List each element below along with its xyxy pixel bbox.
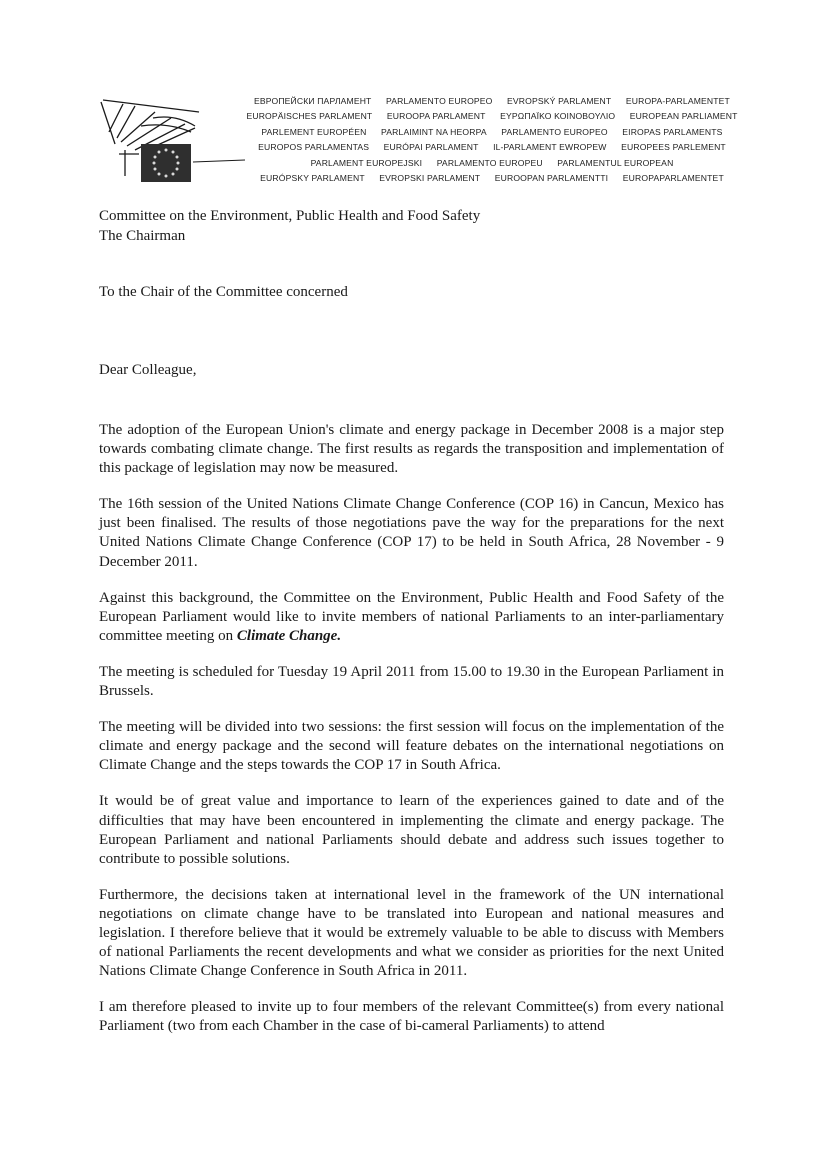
lang-line-5 (232, 156, 752, 171)
recipient-line: To the Chair of the Committee concerned (99, 284, 348, 300)
lang-line-3 (232, 125, 752, 140)
lang-name: ЕВРОПЕЙСКИ ПАРЛАМЕНТ (254, 96, 372, 106)
body-paragraph: The adoption of the European Union's climate and energy package in December 2008 is a major step towards combating climate change. The first results as regards the transposition and implementation of this package of legislation may now be measured. (99, 422, 724, 477)
lang-name: PARLAMENTO EUROPEU (436, 157, 543, 168)
invitation-paragraph (99, 589, 724, 646)
lang-name: EUROPOS PARLAMENTAS (258, 142, 370, 153)
lang-line-6 (232, 171, 752, 186)
lang-name: EUROPÄISCHES PARLAMENT (246, 111, 373, 122)
lang-line-4 (232, 140, 752, 155)
lang-name: ΕΥΡΩΠΑΪΚΟ ΚΟΙΝΟΒΟΥΛΙΟ (500, 111, 616, 122)
lang-name: IL-PARLAMENT EWROPEW (493, 142, 607, 153)
sender-role: The Chairman (99, 228, 186, 244)
lang-name: EURÓPAI PARLAMENT (383, 142, 479, 153)
body-paragraph: The meeting will be divided into two sessions: the first session will focus on the implementation of the climate and energy package and the second will feature debates on the international negotiations on Climate Change and the steps towards the COP 17 in South Africa. (99, 719, 724, 774)
invitation-text: Against this background, the Committee on the Environment, Public Health and Food Safety of the European Parliament would like to invite members of national Parliaments to an inter-parliamentary committee meeting on (99, 589, 724, 644)
lang-name: PARLAMENTUL EUROPEAN (557, 157, 674, 168)
european-parliament-logo (95, 92, 255, 192)
body-paragraph: The meeting is scheduled for Tuesday 19 April 2011 from 15.00 to 19.30 in the European Parliament in Brussels. (99, 663, 724, 700)
sender-block (99, 206, 480, 246)
multilingual-header (232, 94, 752, 186)
lang-name: PARLAMENT EUROPEJSKI (310, 157, 423, 168)
lang-name: PARLAIMINT NA HEORPA (381, 126, 487, 137)
lang-name: EUROOPAN PARLAMENTTI (494, 172, 609, 183)
lang-name: EURÓPSKY PARLAMENT (260, 172, 365, 183)
lang-name: EVROPSKÝ PARLAMENT (507, 96, 612, 106)
lang-name: EUROPA-PARLAMENTET (625, 96, 730, 106)
lang-name: EUROPAPARLAMENTET (622, 172, 724, 183)
lang-line-1 (232, 94, 752, 109)
lang-name: PARLAMENTO EUROPEO (501, 126, 608, 137)
lang-name: EUROPEES PARLEMENT (621, 142, 726, 153)
lang-name: EUROPEAN PARLIAMENT (629, 111, 738, 122)
lang-name: EVROPSKI PARLAMENT (379, 172, 481, 183)
sender-committee: Committee on the Environment, Public Health and Food Safety (99, 208, 481, 224)
lang-name: PARLEMENT EUROPÉEN (261, 126, 367, 137)
body-paragraph: Furthermore, the decisions taken at international level in the framework of the UN international negotiations on climate change have to be translated into European and national measures and legislation. I therefore believe that it would be extremely valuable to be able to discuss with Members of national Parliaments the recent developments and what we consider as priorities for the next United Nations Climate Change Conference in South Africa in 2011. (99, 886, 724, 980)
lang-name: EIROPAS PARLAMENTS (622, 126, 723, 137)
letter-body (99, 421, 724, 1053)
meeting-topic: Climate Change. (236, 627, 342, 644)
lang-name: EUROOPA PARLAMENT (386, 111, 486, 122)
lang-name: PARLAMENTO EUROPEO (386, 96, 493, 106)
body-paragraph: It would be of great value and importance to learn of the experiences gained to date and of the difficulties that may have been encountered in implementing the climate and energy package. The European Parliament and national Parliaments should debate and address such issues together to contribute to possible solutions. (99, 793, 724, 867)
lang-line-2 (232, 109, 752, 124)
body-paragraph: The 16th session of the United Nations Climate Change Conference (COP 16) in Cancun, Mexico has just been finalised. The results of those negotiations pave the way for the preparations for the next United Nations Climate Change Conference (COP 17) to be held in South Africa, 28 November - 9 December 2011. (99, 496, 724, 570)
body-paragraph: I am therefore pleased to invite up to four members of the relevant Committee(s) from every national Parliament (two from each Chamber in the case of bi-cameral Parliaments) to attend (99, 999, 724, 1035)
salutation: Dear Colleague, (99, 362, 197, 378)
hemicycle-emblem-icon (95, 92, 255, 192)
